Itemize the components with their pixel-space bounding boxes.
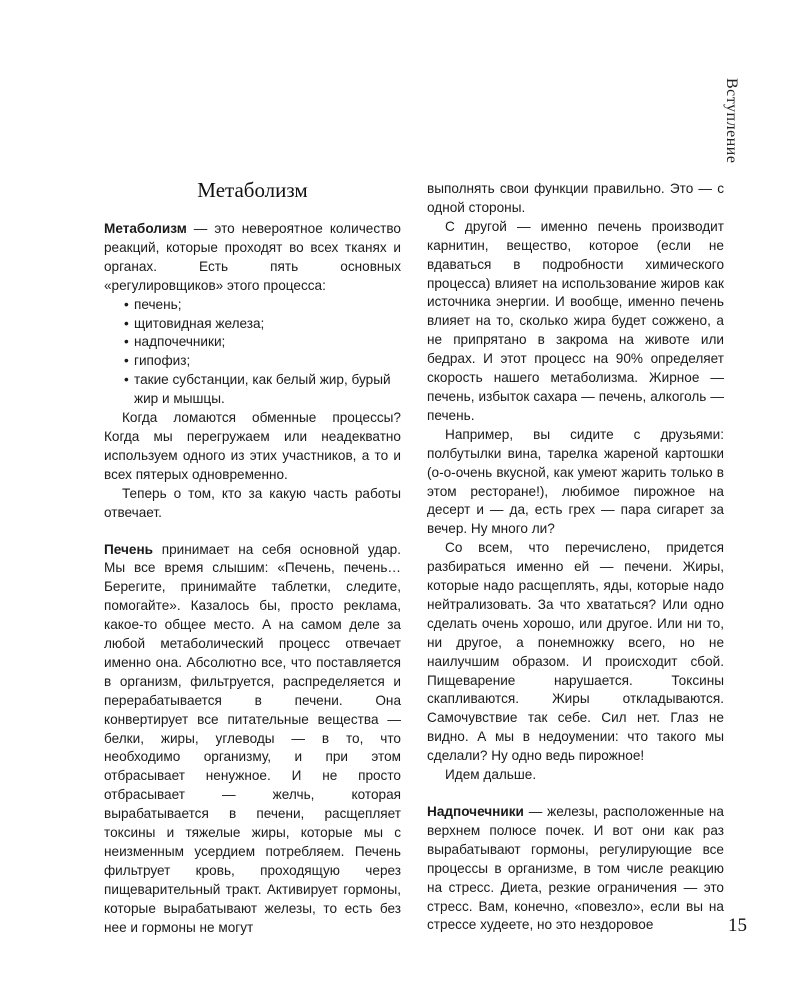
- list-item-text: такие субстанции, как белый жир, бурый жир и мышцы.: [134, 372, 391, 407]
- bullet-icon: •: [124, 315, 129, 331]
- bullet-icon: •: [124, 334, 129, 350]
- list-item: [124, 352, 401, 371]
- intro-paragraph: [104, 220, 401, 296]
- page-number: 15: [728, 915, 747, 936]
- paragraph: Например, вы сидите с друзьями: полбутылки вина, тарелка жареной картошки (о-о-очень вкусной, как умеют жарить только в этом ресторане!), любимое пирожное на десерт и — да, есть грех — пара сигарет за вечер. Ну много ли?: [427, 426, 724, 537]
- list-item: [124, 333, 401, 352]
- paragraph: С другой — именно печень производит карнитин, вещество, которое (если не вдаваться в подробности химического процесса) влияет на использование жиров как источника энергии. И вообще, именно печень влияет на то, сколько жира будет сожжено, а не припрятано в закрома на животе или бедрах. И этот процесс на 90% определяет скорость нашего метаболизма. Жирное — печень, избыток сахара — печень, алкоголь — печень.: [427, 218, 724, 423]
- paragraph: Теперь о том, кто за какую часть работы отвечает.: [104, 485, 401, 520]
- intro-text: — это невероятное количество реакций, которые проходят во всех тканях и органах. Есть пять основных «регулировщиков» этого процесса:: [104, 221, 401, 293]
- adrenals-text: — железы, расположенные на верхнем полюсе почек. И вот они как раз вырабатывают гормоны, регулирующие все процессы в организме, в том числе реакцию на стресс. Диета, резкие ограничения — это стресс. Вам, конечно, «повезло», если вы на стрессе худеете, но это нездоровое: [427, 804, 724, 933]
- list-item-text: щитовидная железа;: [134, 315, 265, 331]
- regulators-list: [104, 296, 401, 409]
- liver-text: принимает на себя основной удар. Мы все время слышим: «Печень, печень… Берегите, принимайте таблетки, следите, помогайте». Казалось бы, просто реклама, какое-то общее место. А на самом деле за любой метаболический процесс отвечает именно она. Абсолютно все, что поставляется в организм, фильтруется, распределяется и перерабатывается в печени. Она конвертирует все питательные вещества — белки, жиры, углеводы — в то, что необходимо организму, и при этом отбрасывает ненужное. И не просто отбрасывает — желчь, которая вырабатывается в печени, расщепляет токсины и тяжелые жиры, которые мы с неизменным усердием потребляем. Печень фильтрует кровь, проходящую через пищеварительный тракт. Активирует гормоны, которые вырабатывают железы, то есть без нее и гормоны не могут: [104, 541, 401, 935]
- list-item: [124, 371, 401, 409]
- bullet-icon: •: [124, 353, 129, 369]
- list-item: [124, 296, 401, 315]
- adrenals-paragraph: [427, 803, 724, 935]
- term-adrenals: Надпочечники: [427, 804, 524, 819]
- term-liver: Печень: [104, 541, 154, 557]
- bullet-icon: •: [124, 296, 129, 312]
- section-title: Метаболизм: [197, 178, 308, 202]
- paragraph: Идем дальше.: [445, 767, 537, 783]
- list-item-text: надпочечники;: [134, 334, 226, 350]
- paragraph: Когда ломаются обменные процессы? Когда мы перегружаем или неадекватно используем одного из этих участников, а то и всех пятерых одновременно.: [104, 410, 401, 482]
- term-metabolism: Метаболизм: [104, 221, 187, 236]
- right-column: [427, 180, 724, 935]
- list-item-text: печень;: [134, 296, 182, 312]
- list-item: [124, 315, 401, 334]
- liver-paragraph: [104, 541, 401, 938]
- running-head: Вступление: [723, 78, 740, 164]
- left-column: [104, 172, 401, 938]
- list-item-text: гипофиз;: [134, 353, 191, 369]
- bullet-icon: •: [124, 372, 129, 388]
- paragraph: выполнять свои функции правильно. Это — с одной стороны.: [427, 181, 724, 215]
- paragraph: Со всем, что перечислено, придется разбираться именно ей — печени. Жиры, которые надо расщеплять, яды, которые надо нейтрализовать. За что хвататься? Или одно сделать очень хорошо, или другое. Или ни то, ни другое, а понемножку всего, но не наилучшим образом. И происходит сбой. Пищеварение нарушается. Токсины скапливаются. Жиры откладываются. Самочувствие так себе. Сил нет. Глаз не видно. А мы в недоумении: что такого мы сделали? Ну одно ведь пирожное!: [427, 540, 724, 764]
